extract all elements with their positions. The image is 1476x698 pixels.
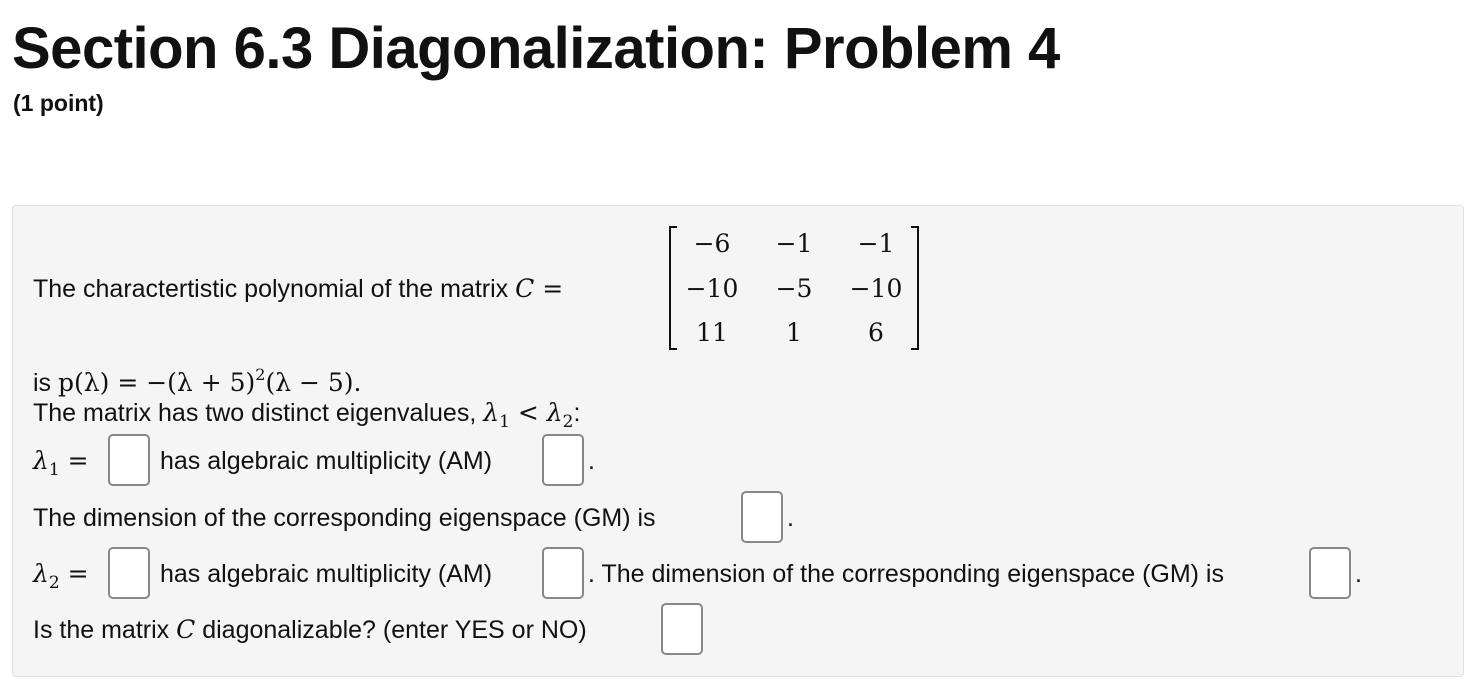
lambda2-value-input[interactable] xyxy=(108,547,150,599)
lambda1-gm-input[interactable] xyxy=(741,491,783,543)
lambda2-gm-text: . The dimension of the corresponding eigenspace (GM) is xyxy=(588,560,1224,588)
matrix-name: C xyxy=(515,274,535,303)
equals-sign: = xyxy=(534,274,564,303)
lambda-sub-2: 2 xyxy=(562,412,574,432)
matrix-cell: −1 xyxy=(857,229,895,258)
distinct-eigenvalues-line xyxy=(33,398,580,437)
diagonalizable-input[interactable] xyxy=(661,603,703,655)
poly-expression xyxy=(58,365,362,397)
problem-panel xyxy=(12,205,1464,677)
less-than: < xyxy=(509,398,547,427)
matrix-cell: 6 xyxy=(868,318,884,347)
period: . xyxy=(588,447,595,475)
matrix-cell: −10 xyxy=(685,274,739,303)
matrix-c xyxy=(669,226,919,352)
lambda1-gm-text: The dimension of the corresponding eigenspace (GM) is xyxy=(33,504,656,532)
lambda-symbol: λ xyxy=(33,559,49,588)
lambda2-label xyxy=(33,559,89,598)
lambda1-am-input[interactable] xyxy=(542,434,584,486)
matrix-cell: −10 xyxy=(849,274,903,303)
lambda-symbol: λ xyxy=(33,446,49,475)
page-title: Section 6.3 Diagonalization: Problem 4 xyxy=(12,16,1060,81)
equals-sign: = xyxy=(59,559,89,588)
colon: : xyxy=(573,399,581,427)
poly-expr-main: p(λ) = −(λ + 5) xyxy=(58,368,256,397)
matrix-name: C xyxy=(176,615,196,644)
lambda-symbol: λ xyxy=(483,398,500,427)
diag-prefix: Is the matrix xyxy=(33,616,170,644)
diag-suffix: diagonalizable? (enter YES or NO) xyxy=(202,616,587,644)
matrix-right-bracket xyxy=(911,226,919,350)
distinct-text: The matrix has two distinct eigenvalues, xyxy=(33,399,477,427)
poly-prefix: is xyxy=(33,369,52,397)
lambda-sub-1: 1 xyxy=(48,460,60,480)
matrix-statement xyxy=(33,274,563,304)
diagonalizable-question xyxy=(33,615,587,645)
points-label: (1 point) xyxy=(13,90,104,116)
lambda-symbol: λ xyxy=(546,398,563,427)
lambda2-gm-input[interactable] xyxy=(1309,547,1351,599)
lambda-sub-2: 2 xyxy=(48,573,60,593)
period: . xyxy=(787,504,794,532)
matrix-cell: −6 xyxy=(693,229,731,258)
matrix-cell: −1 xyxy=(775,229,813,258)
polynomial-line xyxy=(33,360,362,398)
matrix-cell: 11 xyxy=(696,318,728,347)
lambda2-am-text: has algebraic multiplicity (AM) xyxy=(160,560,493,588)
matrix-cell: −5 xyxy=(775,274,813,303)
intro-text: The charactertistic polynomial of the matrix xyxy=(33,275,509,303)
matrix-left-bracket xyxy=(669,226,677,350)
lambda2-am-input[interactable] xyxy=(542,547,584,599)
period: . xyxy=(1355,560,1362,588)
lambda-sub-1: 1 xyxy=(499,412,510,432)
equals-sign: = xyxy=(59,446,89,475)
lambda1-label xyxy=(33,446,89,485)
lambda1-am-text: has algebraic multiplicity (AM) xyxy=(160,447,493,475)
poly-exponent: 2 xyxy=(255,365,266,384)
poly-expr-suffix: (λ − 5). xyxy=(265,368,362,397)
lambda1-value-input[interactable] xyxy=(108,434,150,486)
matrix-cell: 1 xyxy=(786,318,802,347)
